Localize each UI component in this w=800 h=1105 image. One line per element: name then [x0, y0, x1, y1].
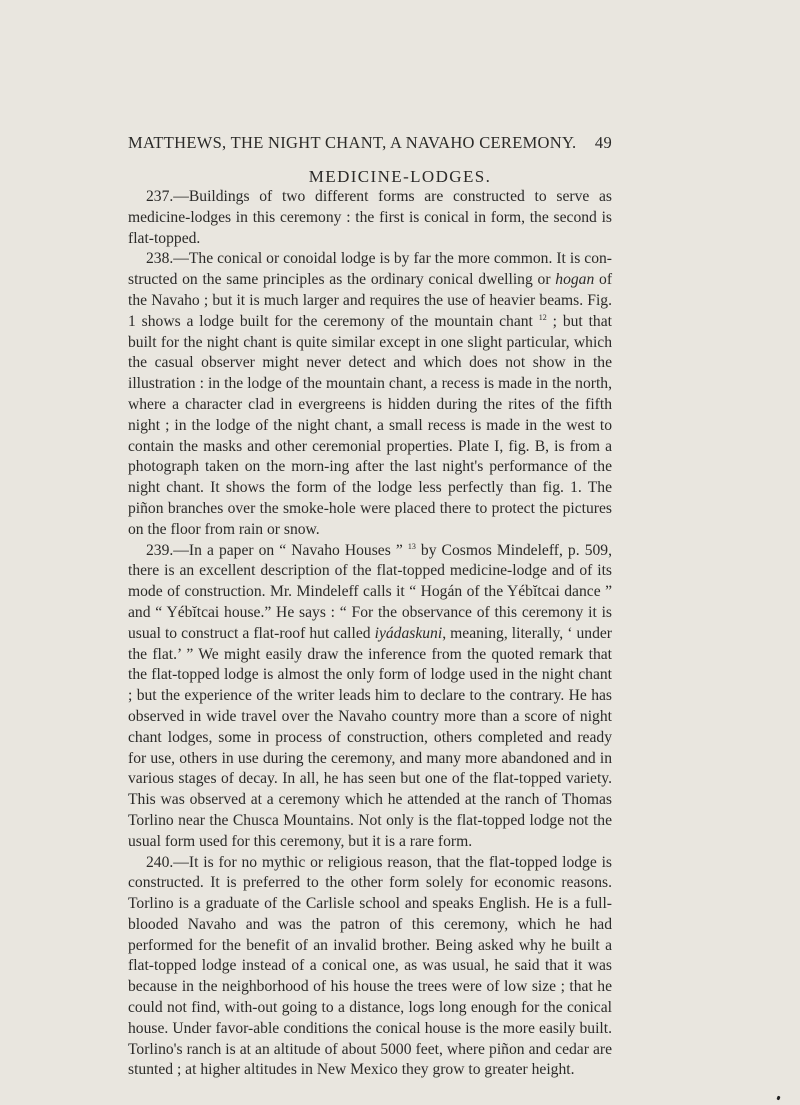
paragraph-text: ; but that built for the night chant is quite similar except in one slight particular, which the casual observer might never detect and which does not show in the illustration : in the lodge of the mountain chant, a recess is made in the north, where a character clad in evergreens is hidden during the rites of the fifth night ; in the lodge of the night chant, a small recess is made in the west to contain the masks and other ceremonial properties. Plate I, fig. B, is from a photograph taken on the morn-ing after the last night's performance of the night chant. It shows the form of the lodge less perfectly than fig. 1. The piñon branches over the smoke-hole were placed there to protect the pictures on the floor from rain or snow. [128, 312, 612, 538]
running-head-title: MATTHEWS, THE NIGHT CHANT, A NAVAHO CEREMONY. [128, 133, 577, 152]
footnote-ref: 12 [538, 312, 547, 322]
paragraph [128, 187, 612, 249]
section-heading: MEDICINE-LODGES. [308, 167, 492, 186]
paragraph-number: 240. [146, 853, 174, 871]
paragraph-text: , meaning, literally, ‘ under the flat.’ ” We might easily draw the inference from the quoted remark that the flat-topped lodge is almost the only form of lodge used in the night chant ; but the experience of the writer leads him to declare to the contrary. He has observed in wide travel over the Navaho country more than a score of night chant lodges, some in process of construction, others completed and ready for use, others in use during the ceremony, and many more abandoned and in various stages of decay. In all, he has seen but one of the flat-topped variety. This was observed at a ceremony which he attended at the ranch of Thomas Torlino near the Chusca Mountains. Not only is the flat-topped lodge not the usual form used for this ceremony, but it is a rare form. [128, 624, 612, 850]
paragraph-text: —Buildings of two different forms are constructed to serve as medicine-lodges in this ceremony : the first is conical in form, the second is flat-topped. [128, 188, 612, 247]
paragraph-number: 239. [146, 541, 174, 559]
paragraph [128, 853, 612, 1082]
paragraph [128, 541, 612, 853]
paragraph [128, 249, 612, 540]
body-text [128, 187, 612, 1081]
paragraph-text: —It is for no mythic or religious reason, that the flat-topped lodge is constructed. It is preferred to the other form solely for economic reasons. Torlino is a graduate of the Carlisle school and speaks English. He is a full-blooded Navaho and was the patron of this ceremony, which he had performed for the benefit of an invalid brother. Being asked why he built a flat-topped lodge instead of a conical one, as was usual, he said that it was because in the neighborhood of his house the trees were of low size ; that he could not find, with-out going to a distance, logs long enough for the conical house. Under favor-able conditions the conical house is the more easily built. Torlino's ranch is at an altitude of about 5000 feet, where piñon and cedar are stunted ; at higher altitudes in New Mexico they grow to greater height. [128, 853, 612, 1079]
paragraph-number: 237. [146, 188, 174, 205]
paragraph-text: —In a paper on “ Navaho Houses ” [173, 541, 408, 559]
italic-term: iyádaskuni [374, 624, 443, 642]
paragraph-text: —The conical or conoidal lodge is by far the more common. It is con-structed on the same principles as the ordinary conical dwelling or [128, 250, 612, 289]
paragraph-number: 238. [146, 250, 174, 268]
page-speck [776, 1096, 780, 1101]
footnote-ref: 13 [407, 541, 416, 551]
running-head [128, 133, 612, 157]
paragraph-text: of the Navaho ; but it is much larger and requires the use of heavier beams. Fig. 1 shows a lodge built for the ceremony of the mountain chant [128, 271, 613, 330]
italic-term: hogan [555, 271, 595, 289]
page-number: 49 [594, 133, 612, 152]
paragraph-text: by Cosmos Mindeleff, p. 509, there is an excellent description of the flat-topped medicine-lodge and of its mode of construction. Mr. Mindeleff calls it “ Hogán of the Yébĭtcai dance ” and “ Yébĭtcai house.” He says : “ For the observance of this ceremony it is usual to construct a flat-roof hut called [128, 541, 612, 642]
